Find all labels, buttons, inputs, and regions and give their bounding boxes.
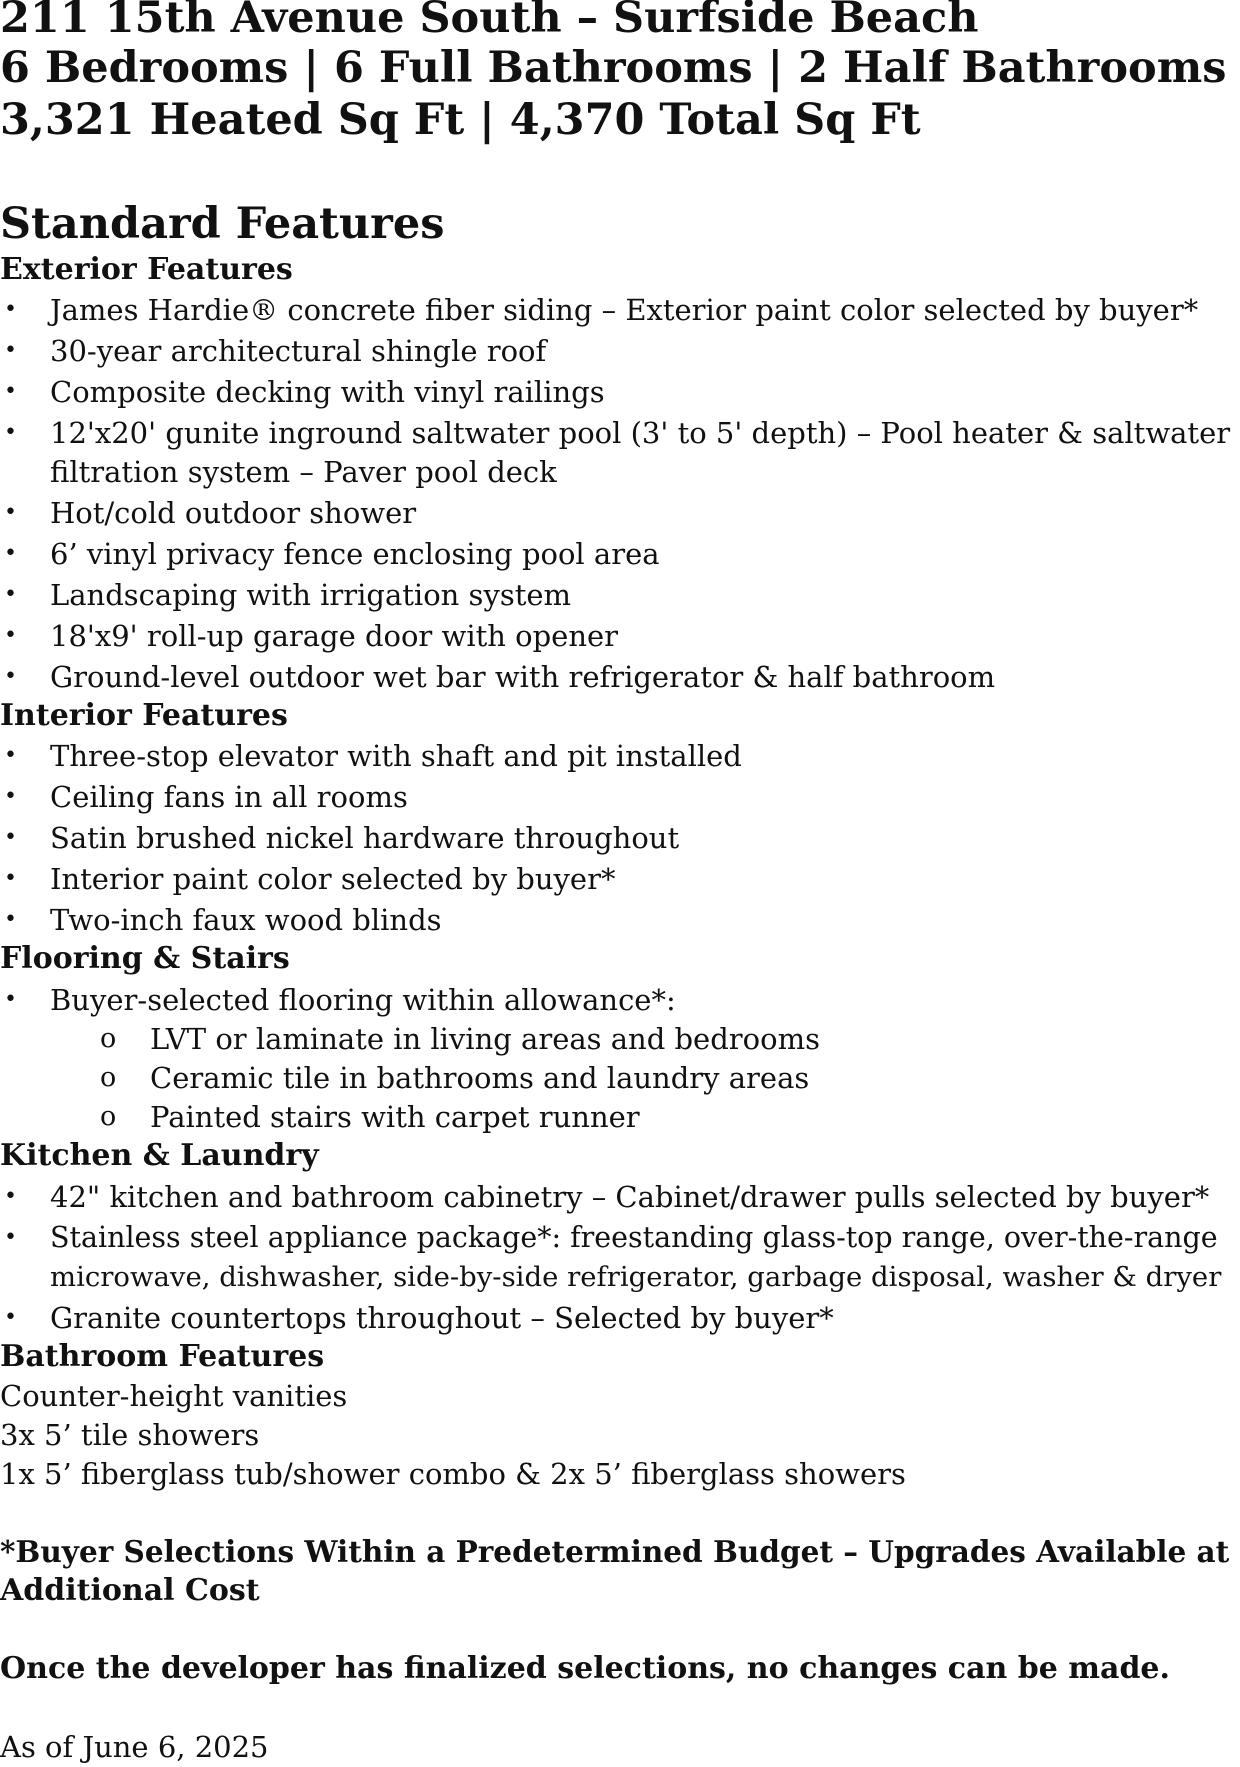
bullet-icon: • [4,500,17,525]
bathroom-line: 3x 5’ tile showers [0,1418,260,1452]
flooring-item: Buyer-selected flooring within allowance*: [50,983,676,1017]
bathroom-line: Counter-height vanities [0,1379,348,1413]
bullet-icon: • [4,1184,17,1209]
budget-note-line-2: Additional Cost [0,1573,260,1608]
bullet-icon: • [4,664,17,689]
kitchen-title: Kitchen & Laundry [0,1138,319,1173]
kitchen-item: Stainless steel appliance package*: freestanding glass-top range, over-the-range [50,1221,1218,1254]
bullet-icon: • [4,825,17,850]
exterior-item: 12'x20' gunite inground saltwater pool (3' to 5' depth) – Pool heater & saltwater [50,416,1231,450]
bullet-icon: • [4,379,17,404]
exterior-item: Hot/cold outdoor shower [50,496,417,530]
flooring-subitem: Painted stairs with carpet runner [150,1100,640,1134]
interior-item: Two-inch faux wood blinds [50,903,442,937]
interior-item: Three-stop elevator with shaft and pit installed [50,739,742,773]
budget-note-line-1: *Buyer Selections Within a Predetermined Budget – Upgrades Available at [0,1534,1230,1569]
interior-item: Ceiling fans in all rooms [50,780,408,814]
bullet-icon: • [4,1225,17,1250]
exterior-item: Ground-level outdoor wet bar with refrigerator & half bathroom [50,660,996,694]
bullet-icon: • [4,338,17,363]
bullet-icon: • [4,1305,17,1330]
bullet-icon: • [4,866,17,891]
flooring-title: Flooring & Stairs [0,941,290,976]
bullet-icon: • [4,987,17,1012]
kitchen-item-continued: microwave, dishwasher, side-by-side refrigerator, garbage disposal, washer & dryer [50,1261,1222,1293]
exterior-item: 30-year architectural shingle roof [50,334,547,368]
bullet-icon: • [4,623,17,648]
kitchen-item: 42" kitchen and bathroom cabinetry – Cabinet/drawer pulls selected by buyer* [50,1180,1210,1214]
bullet-icon: • [4,743,17,768]
exterior-item: James Hardie® concrete fiber siding – Exterior paint color selected by buyer* [50,293,1199,327]
sub-bullet-icon: o [100,1062,117,1093]
bullet-icon: • [4,907,17,932]
exterior-item: Landscaping with irrigation system [50,578,572,612]
sub-bullet-icon: o [100,1101,117,1132]
interior-title: Interior Features [0,698,288,733]
interior-item: Satin brushed nickel hardware throughout [50,821,680,855]
exterior-item: Composite decking with vinyl railings [50,375,605,409]
property-rooms: 6 Bedrooms | 6 Full Bathrooms | 2 Half Bathrooms [0,43,1227,93]
bathroom-line: 1x 5’ fiberglass tub/shower combo & 2x 5’ fiberglass showers [0,1457,906,1491]
flooring-subitem: LVT or laminate in living areas and bedrooms [150,1022,820,1056]
exterior-item-continued: filtration system – Paver pool deck [50,455,557,489]
bullet-icon: • [4,297,17,322]
as-of-date: As of June 6, 2025 [0,1730,269,1764]
exterior-title: Exterior Features [0,252,293,287]
sub-bullet-icon: o [100,1023,117,1054]
standard-features-title: Standard Features [0,199,445,249]
bullet-icon: • [4,582,17,607]
bullet-icon: • [4,420,17,445]
exterior-item: 18'x9' roll-up garage door with opener [50,619,619,653]
bathroom-title: Bathroom Features [0,1339,325,1374]
bullet-icon: • [4,784,17,809]
property-area: 3,321 Heated Sq Ft | 4,370 Total Sq Ft [0,95,921,145]
bullet-icon: • [4,541,17,566]
interior-item: Interior paint color selected by buyer* [50,862,616,896]
final-note: Once the developer has finalized selections, no changes can be made. [0,1651,1170,1686]
exterior-item: 6’ vinyl privacy fence enclosing pool area [50,537,660,571]
kitchen-item: Granite countertops throughout – Selected by buyer* [50,1301,834,1335]
flooring-subitem: Ceramic tile in bathrooms and laundry areas [150,1061,810,1095]
property-address: 211 15th Avenue South – Surfside Beach [0,0,979,43]
